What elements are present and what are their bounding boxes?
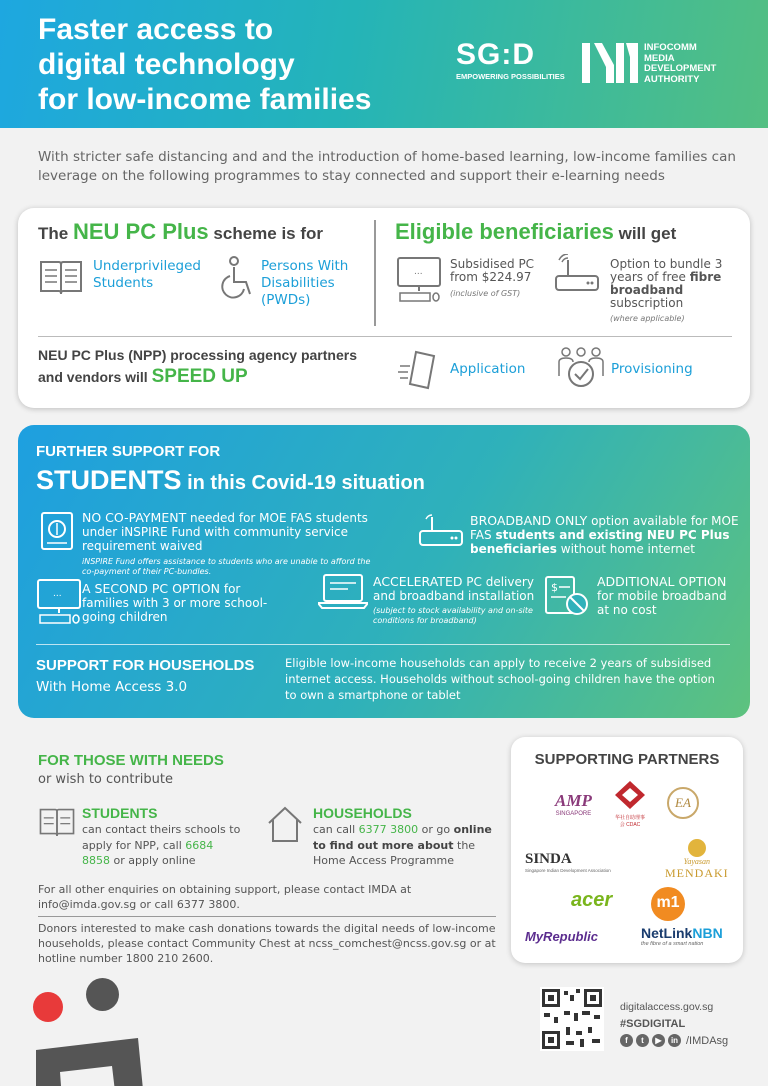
benefit-bb-note: (where applicable)	[610, 314, 685, 323]
netlink-sub: the fibre of a smart nation	[641, 941, 704, 947]
cdac-logo	[613, 781, 647, 828]
partners-heading: SUPPORTING PARTNERS	[534, 751, 720, 768]
needs-students-body	[82, 822, 242, 869]
desktop-pc-icon	[36, 578, 82, 624]
benefit-bb-bold: fibre broadband	[610, 270, 722, 297]
no-cost-icon	[544, 573, 590, 619]
npp-text	[38, 344, 368, 388]
needs-households-text3: the Home Access Programme	[313, 838, 476, 867]
second-pc-caps: A SECOND PC OPTION	[82, 581, 221, 596]
needs-divider	[38, 916, 496, 917]
social-handle: /IMDAsg	[686, 1034, 729, 1047]
additional-option-block	[597, 575, 737, 617]
npp-text-body: NEU PC Plus (NPP) processing agency partners and vendors will	[38, 347, 357, 385]
step-application-label: Application	[450, 361, 526, 377]
imda-logo-icon	[582, 43, 638, 83]
benef-suffix: will get	[618, 224, 677, 243]
home-access-phone-link[interactable]: 6377 3800	[358, 823, 419, 836]
benef-name: Eligible beneficiaries	[395, 219, 614, 244]
needs-heading: FOR THOSE WITH NEEDS	[38, 752, 224, 769]
accelerated-block	[373, 575, 543, 626]
benefit-subsidised-pc	[450, 258, 560, 300]
sinda-logo	[525, 851, 611, 873]
needs-households-text2: or go	[421, 823, 451, 836]
needs-households-heading: HOUSEHOLDS	[313, 805, 412, 821]
needs-subheading: or wish to contribute	[38, 772, 173, 787]
benefit-pc-note: (inclusive of GST)	[450, 289, 521, 298]
imda-logo	[582, 43, 716, 85]
npp-phone-link[interactable]: 6684 8858	[82, 838, 214, 867]
enquiries-text: For all other enquiries on obtaining support, please contact IMDA at info@imda.gov.sg or call 6377 3800.	[38, 883, 412, 911]
netlink-text: NetLink	[641, 925, 693, 941]
benefit-broadband	[610, 258, 740, 325]
amp-logo	[555, 791, 592, 817]
accelerated-text: PC delivery and broadband installation	[373, 575, 535, 603]
sgd-logo-mark: SG:D	[456, 38, 535, 71]
students-big: STUDENTS	[36, 465, 182, 495]
imda-text	[644, 43, 716, 85]
facebook-icon[interactable]: f	[620, 1034, 633, 1047]
scheme-heading	[38, 219, 323, 245]
imda-line: INFOCOMM	[644, 42, 697, 53]
router-icon	[418, 513, 464, 549]
households-support-body: Eligible low-income households can apply to receive 2 years of subsidised internet access. Households without school-going children have the option to own a smartphone or tablet	[285, 656, 715, 702]
youtube-icon[interactable]: ▶	[652, 1034, 665, 1047]
website-link[interactable]: digitalaccess.gov.sg	[620, 1001, 714, 1013]
page-title	[38, 12, 438, 117]
needs-students-heading: STUDENTS	[82, 805, 158, 821]
scheme-prefix: The	[38, 224, 69, 243]
netlink-nbn-logo	[641, 925, 723, 947]
additional-option-text: for mobile broadband at no cost	[597, 589, 727, 617]
further-support-heading: FURTHER SUPPORT FOR	[36, 443, 221, 460]
neu-pc-plus-card	[18, 208, 750, 408]
router-icon	[554, 254, 600, 298]
additional-option-caps: ADDITIONAL OPTION	[597, 574, 727, 589]
horizontal-divider	[38, 336, 732, 337]
header-banner	[0, 0, 768, 128]
svg-text:...: ...	[53, 589, 62, 599]
home-access-subheading: With Home Access 3.0	[36, 679, 188, 695]
mendaki-logo	[665, 839, 729, 881]
accelerated-note: (subject to stock availability and on-site conditions for broadband)	[373, 606, 533, 625]
hashtag: #SGDIGITAL	[620, 1018, 686, 1030]
title-line: digital technology	[38, 48, 295, 81]
scheme-suffix: scheme is for	[213, 224, 324, 243]
twitter-icon[interactable]: t	[636, 1034, 649, 1047]
sgd-tagline: EMPOWERING POSSIBILITIES	[456, 72, 565, 81]
imda-line: AUTHORITY	[644, 73, 700, 85]
step-provisioning-label: Provisioning	[611, 361, 693, 377]
card-divider	[36, 644, 730, 645]
scheme-name: NEU PC Plus	[72, 219, 209, 244]
broadband-only-text2: without home internet	[560, 542, 695, 556]
qr-code-icon[interactable]	[540, 987, 604, 1051]
no-copayment-caps: NO CO-PAYMENT	[82, 510, 187, 525]
cdac-emblem-icon	[615, 781, 645, 809]
social-links	[620, 1034, 728, 1047]
decorative-bracket-shape	[30, 1020, 145, 1086]
decorative-red-dot	[33, 992, 63, 1022]
second-pc-text: for families with 3 or more school-going children	[82, 582, 268, 624]
vertical-divider	[374, 220, 376, 326]
mendaki-logo-text1: Yayasan	[683, 857, 711, 866]
no-copayment-icon	[38, 511, 76, 551]
broadband-only-text: option available for MOE FAS	[470, 514, 739, 542]
netlink-nbn-text: NBN	[692, 925, 723, 941]
eurasian-association-logo: EA	[667, 787, 699, 819]
needs-households-bold: online to find out more about	[313, 823, 492, 852]
desktop-pc-icon	[396, 256, 442, 302]
broadband-only-caps: BROADBAND ONLY	[470, 513, 588, 528]
document-icon	[398, 348, 442, 392]
sinda-logo-sub: Singapore Indian Development Association	[525, 868, 611, 873]
target-pwds-label: Persons With Disabilities (PWDs)	[261, 258, 349, 308]
myrepublic-logo: MyRepublic	[525, 929, 598, 944]
decorative-grey-dot	[86, 978, 119, 1011]
students-heading	[36, 465, 425, 496]
svg-text:$: $	[551, 581, 558, 594]
imda-line: DEVELOPMENT	[644, 63, 717, 74]
mendaki-emblem-icon	[688, 839, 706, 857]
cdac-logo-sub: 华社自助理事会 CDAC	[614, 815, 645, 828]
imda-line: MEDIA	[644, 52, 675, 64]
households-support-heading: SUPPORT FOR HOUSEHOLDS	[36, 657, 255, 674]
needs-households-text: can call	[313, 823, 356, 836]
svg-text:...: ...	[414, 267, 423, 277]
title-line: Faster access to	[38, 13, 274, 46]
acer-logo: acer	[571, 889, 613, 911]
second-pc-block	[82, 582, 282, 624]
no-copayment-block	[82, 511, 382, 577]
students-rest: in this Covid-19 situation	[187, 472, 425, 494]
supporting-partners-card	[511, 737, 743, 963]
linkedin-icon[interactable]: in	[668, 1034, 681, 1047]
intro-text: With stricter safe distancing and and the introduction of home-based learning, low-income families can leverage on the following programmes to stay connected and support their e-learning needs	[38, 149, 736, 184]
sinda-logo-text: SINDA	[525, 851, 572, 867]
benefit-bb-text2: subscription	[610, 296, 684, 310]
open-book-icon	[38, 258, 84, 296]
target-students-label: Underprivileged Students	[93, 258, 201, 291]
benefit-bb-text: Option to bundle 3 years of free	[610, 257, 723, 284]
sgd-logo	[456, 40, 565, 81]
benefit-pc-text: Subsidised PC from $224.97	[450, 257, 535, 284]
mendaki-logo-text2: MENDAKI	[665, 866, 729, 880]
house-icon	[266, 804, 304, 844]
open-book-icon	[38, 806, 76, 838]
no-copayment-text: needed for MOE FAS students under iNSPIRE Fund with community service requirement waived	[82, 511, 368, 553]
group-check-icon	[556, 346, 606, 392]
broadband-only-block	[470, 514, 740, 556]
beneficiaries-heading	[395, 219, 676, 245]
no-copayment-note: iNSPIRE Fund offers assistance to students who are unable to afford the co-payment of their PC-bundles.	[82, 557, 371, 576]
title-line: for low-income families	[38, 83, 372, 116]
needs-students-text: can contact theirs schools to apply for NPP, call	[82, 823, 241, 852]
needs-students-text2: or apply online	[113, 854, 196, 867]
amp-logo-sub: SINGAPORE	[555, 811, 592, 817]
m1-logo: m1	[651, 887, 685, 921]
broadband-only-bold: students and existing NEU PC Plus beneficiaries	[470, 528, 730, 556]
donors-text: Donors interested to make cash donations towards the digital needs of low-income households, please contact Community Chest at ncss_comchest@ncss.gov.sg or at hotline number 1800 210 2600.	[38, 922, 496, 965]
npp-speed-up: SPEED UP	[151, 366, 248, 387]
laptop-icon	[318, 573, 368, 609]
needs-households-body	[313, 822, 493, 869]
amp-logo-text: AMP	[555, 791, 592, 810]
wheelchair-icon	[218, 256, 258, 302]
students-support-card	[18, 425, 750, 718]
accelerated-caps: ACCELERATED	[373, 574, 463, 589]
